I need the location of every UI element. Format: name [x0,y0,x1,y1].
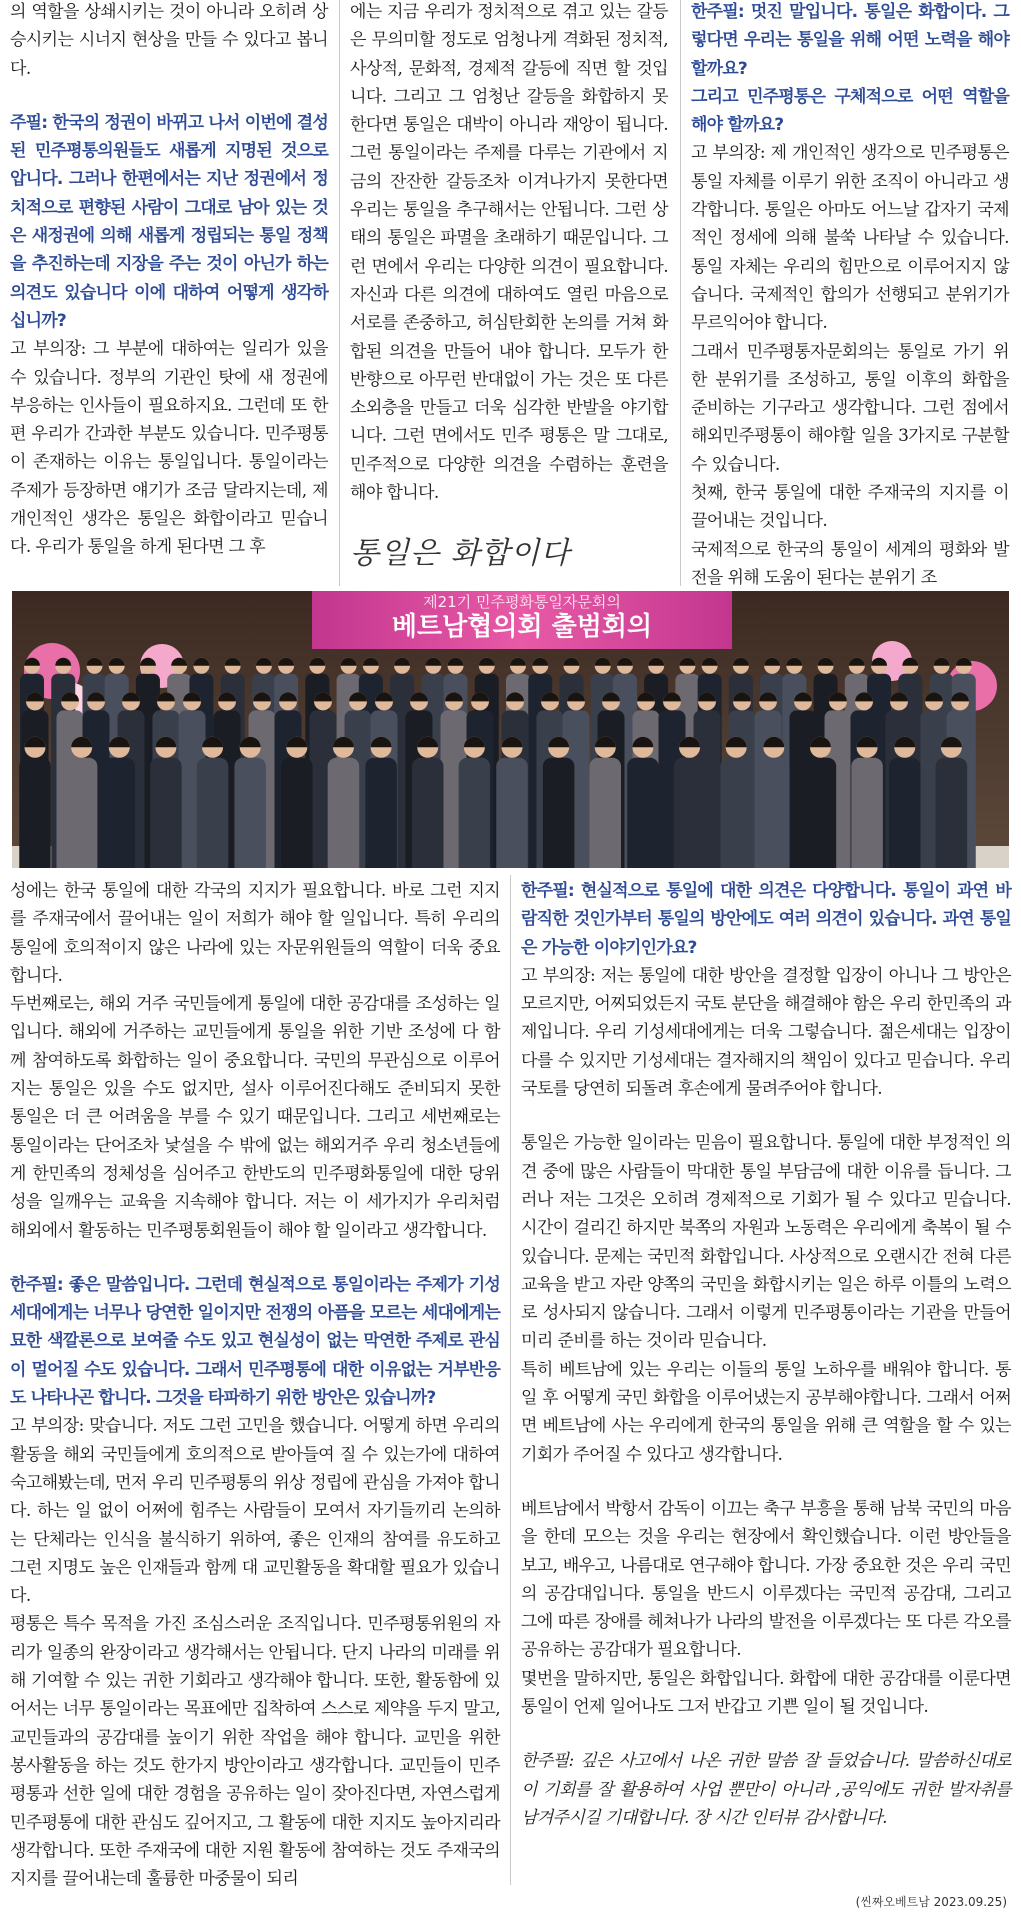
person-body [805,758,837,868]
person-body [543,758,575,868]
person-body [720,758,752,868]
person-body [851,758,883,868]
article-column-1-bottom [10,877,500,1893]
paragraph-gap [521,1721,1011,1747]
person-body [496,758,528,868]
paragraph: 특히 베트남에 있는 우리는 이들의 통일 노하우를 배워야 합니다. 통일 후 어떻게 국민 화합을 이루어냈는지 공부해야합니다. 그래서 어쩌면 베트남에 사는 우리에게 한국의 통일을 위해 큰 역할을 할 수 있는 기회가 주어질 수 있다고 생각합니다. [521,1359,1011,1465]
banner-line-2: 베트남협의회 출범회의 [391,612,653,642]
person-body [328,758,360,868]
paragraph: 두번째로는, 해외 거주 국민들에게 통일에 대한 공감대를 조성하는 일입니다. 해외에 거주하는 교민들에게 통일을 위한 기반 조성에 다 함께 참여하도록 화합하는 일이 중요합니다. 국민의 무관심으로 이루어지는 통일은 있을 수도 없지만, 설사 이루어진다해도 준비되지 못한 통일은 더 큰 어려움을 부를 수 있기 때문입니다. 그리고 세번째로는 통일이라는 단어조차 낯설을 수 밖에 없는 해외거주 우리 청소년들에게 한민족의 정체성을 심어주고 한반도의 민주평화통일에 대한 당위성을 일깨우는 교육을 지속해야 합니다. 저는 이 세가지가 우리처럼 해외에서 활동하는 민주평통회원들이 해야 할 일이라고 생각합니다. [10,994,500,1241]
person-body [19,758,51,868]
article-column-1-top [10,0,328,562]
paragraph-gap [521,1469,1011,1495]
paragraph: 의 역할을 상쇄시키는 것이 아니라 오히려 상승시키는 시너지 현상을 만들 수 있다고 봅니다. [10,2,328,79]
person-body [104,758,136,868]
paragraph: 통일은 가능한 일이라는 믿음이 필요합니다. 통일에 대한 부정적인 의견 중에 많은 사람들이 막대한 통일 부담금에 대한 이유를 듭니다. 그러나 저는 그것은 오히려 경제적으로 기회가 될 수 있다고 믿습니다. 시간이 걸리긴 하지만 북쪽의 자원과 노동력은 우리에게 축복이 될 수 있습니다. 문제는 국민적 화합입니다. 사상적으로 오랜시간 전혀 다른 교육을 받고 자란 양쪽의 국민을 화합시키는 일은 하루 이틀의 노력으로 성사되지 않습니다. 그래서 이렇게 민주평통이라는 기관을 만들어 미리 준비를 하는 것이라 믿습니다. [521,1133,1011,1352]
paragraph: 평통은 특수 목적을 가진 조심스러운 조직입니다. 민주평통위원의 자리가 일종의 완장이라고 생각해서는 안됩니다. 단지 나라의 미래를 위해 기여할 수 있는 귀한 기회라고 생각해야 합니다. 또한, 활동함에 있어서는 너무 통일이라는 목표에만 집착하여 스스로 제약을 두지 말고, 교민들과의 공감대를 높이기 위한 작업을 해야 합니다. 교민을 위한 봉사활동을 하는 것도 한가지 방안이라고 생각합니다. 교민들이 민주평통과 선한 일에 대한 경험을 공유하는 일이 잦아진다면, 자연스럽게 민주평통에 대한 관심도 깊어지고, 그 활동에 대한 지지도 높아지리라 생각합니다. 또한 주재국에 대한 지원 활동에 참여하는 것도 주재국의 지지를 끌어내는데 훌륭한 마중물이 되리 [10,1614,500,1890]
paragraph: 고 부의장: 저는 통일에 대한 방안을 결정할 입장이 아니나 그 방안은 모르지만, 어찌되었든지 국토 분단을 해결해야 함은 우리 한민족의 과제입니다. 우리 기성세대에게는 더욱 그렇습니다. 젊은세대는 입장이 다를 수 있지만 기성세대는 결자해지의 책임이 있다고 믿습니다. 우리국토를 당연히 되돌려 후손에게 물려주어야 합니다. [521,965,1011,1100]
person-body [197,758,229,868]
person-body [936,758,968,868]
paragraph: 그래서 민주평통자문회의는 통일로 가기 위한 분위기를 조성하고, 통일 이후의 화합을 준비하는 기구라고 생각합니다. 그런 점에서 해외민주평통이 해야할 일을 3가지로 구분할 수 있습니다. [691,341,1009,475]
person-body [627,758,659,868]
interview-question: 그리고 민주평통은 구체적으로 어떤 역할을 해야 할까요? [691,86,1009,136]
interview-question: 한주필: 현실적으로 통일에 대한 의견은 다양합니다. 통일이 과연 바람직한 것인가부터 통일의 방안에도 여러 의견이 있습니다. 과연 통일은 가능한 이야기인가요? [521,881,1011,958]
column-divider-bottom [510,875,511,1885]
person-body [459,758,491,868]
group-photo [12,591,1009,868]
person-body [674,758,706,868]
person-body [889,758,921,868]
source-credit: (씬짜오베트남 2023.09.25) [855,1895,1007,1909]
article-column-2-bottom [521,877,1011,1832]
handwritten-caption: 통일은 화합이다 [350,536,571,571]
person-body [66,758,98,868]
paragraph: 몇번을 말하지만, 통일은 화합입니다. 화합에 대한 공감대를 이룬다면 통일이 언제 일어나도 그저 반갑고 기쁜 일이 될 것입니다. [521,1668,1011,1718]
paragraph: 첫째, 한국 통일에 대한 주재국의 지지를 이끌어내는 것입니다. [691,483,1009,532]
paragraph: 베트남에서 박항서 감독이 이끄는 축구 부흥을 통해 남북 국민의 마음을 한데 모으는 것을 우리는 현장에서 확인했습니다. 이런 방안들을 보고, 배우고, 나름대로 연구해야 합니다. 가장 중요한 것은 우리 국민의 공감대입니다. 통일을 반드시 이루겠다는 국민적 공감대, 그리고 그에 따른 장애를 헤쳐나가 나라의 발전을 이루겠다는 또 다른 각오를 공유하는 공감대가 필요합니다. [521,1498,1011,1661]
person-body [365,758,397,868]
interview-question: 주필: 한국의 정권이 바뀌고 나서 이번에 결성된 민주평통의원들도 새롭게 지명된 것으로 압니다. 그러나 한편에서는 지난 정권에서 정치적으로 편향된 사람이 그대로 남아 있는 것은 새정권에 의해 새롭게 정립되는 통일 정책을 추진하는데 지장을 주는 것이 아닌가 하는 의견도 있습니다 이에 대하여 어떻게 생각하십니까? [10,112,328,331]
paragraph: 고 부의장: 그 부분에 대하여는 일리가 있을 수 있습니다. 정부의 기관인 탓에 새 정권에 부응하는 인사들이 필요하지요. 그런데 또 한편 우리가 간과한 부분도 있습니다. 민주평통이 존재하는 이유는 통일입니다. 통일이라는 주제가 등장하면 얘기가 조금 달라지는데, 제 개인적인 생각은 통일은 화합이라고 믿습니다. 우리가 통일을 하게 된다면 그 후 [10,339,328,558]
paragraph: 고 부의장: 맞습니다. 저도 그런 고민을 했습니다. 어떻게 하면 우리의 활동을 해외 국민들에게 호의적으로 받아들여 질 수 있는가에 대하여 숙고해봤는데, 먼저 우리 민주평통의 위상 정립에 관심을 가져야 합니다. 하는 일 없이 어쩌에 힘주는 사람들이 모여서 자기들끼리 논의하는 단체라는 인식을 불식하기 위하여, 좋은 인재의 참여를 유도하고 그런 지명도 높은 인재들과 함께 대 교민활동을 확대할 필요가 있습니다. [10,1416,500,1607]
person-body [758,758,790,868]
paragraph-gap [10,83,328,109]
banner-line-1: 제21기 민주평화통일자문회의 [423,593,621,611]
column-divider-top-2 [680,0,681,586]
paragraph: 고 부의장: 제 개인적인 생각으로 민주평통은 통일 자체를 이루기 위한 조직이 아니라고 생각합니다. 통일은 아마도 어느날 갑자기 국제적인 정세에 의해 불쑥 나타날 수 있습니다. 통일 자체는 우리의 힘만으로 이루어지지 않습니다. 국제적인 합의가 선행되고 분위기가 무르익어야 합니다. [691,143,1009,334]
paragraph-gap [10,1245,500,1271]
paragraph: 에는 지금 우리가 정치적으로 겪고 있는 갈등은 무의미할 정도로 엄청나게 격화된 정치적, 사상적, 문화적, 경제적 갈등에 직면 할 것입니다. 그리고 그 엄청난 갈등을 화합하지 못한다면 통일은 대박이 아니라 재앙이 됩니다. 그런 통일이라는 주제를 다루는 기관에서 지금의 잔잔한 갈등조차 이겨나가지 못한다면 우리는 통일을 추구해서는 안됩니다. 그런 상태의 통일은 파멸을 초래하기 때문입니다. 그런 면에서 우리는 다양한 의견이 필요합니다. 자신과 다른 의견에 대하여도 열린 마음으로 서로를 존중하고, 허심탄회한 논의를 거쳐 화합된 의견을 만들어 내야 합니다. 모두가 한 반향으로 아무런 반대없이 가는 것은 또 다른 소외층을 만들고 더욱 심각한 반발을 야기합니다. 그런 면에서도 민주 평통은 말 그대로, 민주적으로 다양한 의견을 수렴하는 훈련을 해야 합니다. [350,2,668,504]
person-body [281,758,313,868]
person-body [234,758,266,868]
person-body [150,758,182,868]
column-divider-top-1 [339,0,340,586]
article-column-2-top [350,0,668,507]
paragraph: 국제적으로 한국의 통일이 세계의 평화와 발전을 위해 도움이 된다는 분위기 조 [691,539,1009,588]
interview-question: 한주필: 멋진 말입니다. 통일은 화합이다. 그렇다면 우리는 통일을 위해 어떤 노력을 해야 할까요? [691,2,1009,79]
paragraph: 성에는 한국 통일에 대한 각국의 지지가 필요합니다. 바로 그런 지지를 주재국에서 끌어내는 일이 저희가 해야 할 일입니다. 특히 우리의 통일에 호의적이지 않은 나라에 있는 자문위원들의 역할이 더욱 중요합니다. [10,881,500,986]
interview-question: 한주필: 좋은 말씀입니다. 그런데 현실적으로 통일이라는 주제가 기성세대에게는 너무나 당연한 일이지만 전쟁의 아픔을 모르는 세대에게는 묘한 색깔론으로 보여줄 수도 있고 현실성이 없는 막연한 주제로 관심이 멀어질 수도 있습니다. 그래서 민주평통에 대한 이유없는 거부반응도 나타나곤 합니다. 그것을 타파하기 위한 방안은 있습니까? [10,1274,500,1409]
person-body [590,758,622,868]
paragraph-gap [521,1103,1011,1129]
closing-remark: 한주필: 깊은 사고에서 나온 귀한 말씀 잘 들었습니다. 말씀하신대로 이 기회를 잘 활용하여 사업 뿐만이 아니라 ,공익에도 귀한 발자취를 남겨주시길 기대합니다. 장 시간 인터뷰 감사합니다. [521,1751,1011,1828]
person-body [412,758,444,868]
article-column-3-top [691,0,1009,592]
